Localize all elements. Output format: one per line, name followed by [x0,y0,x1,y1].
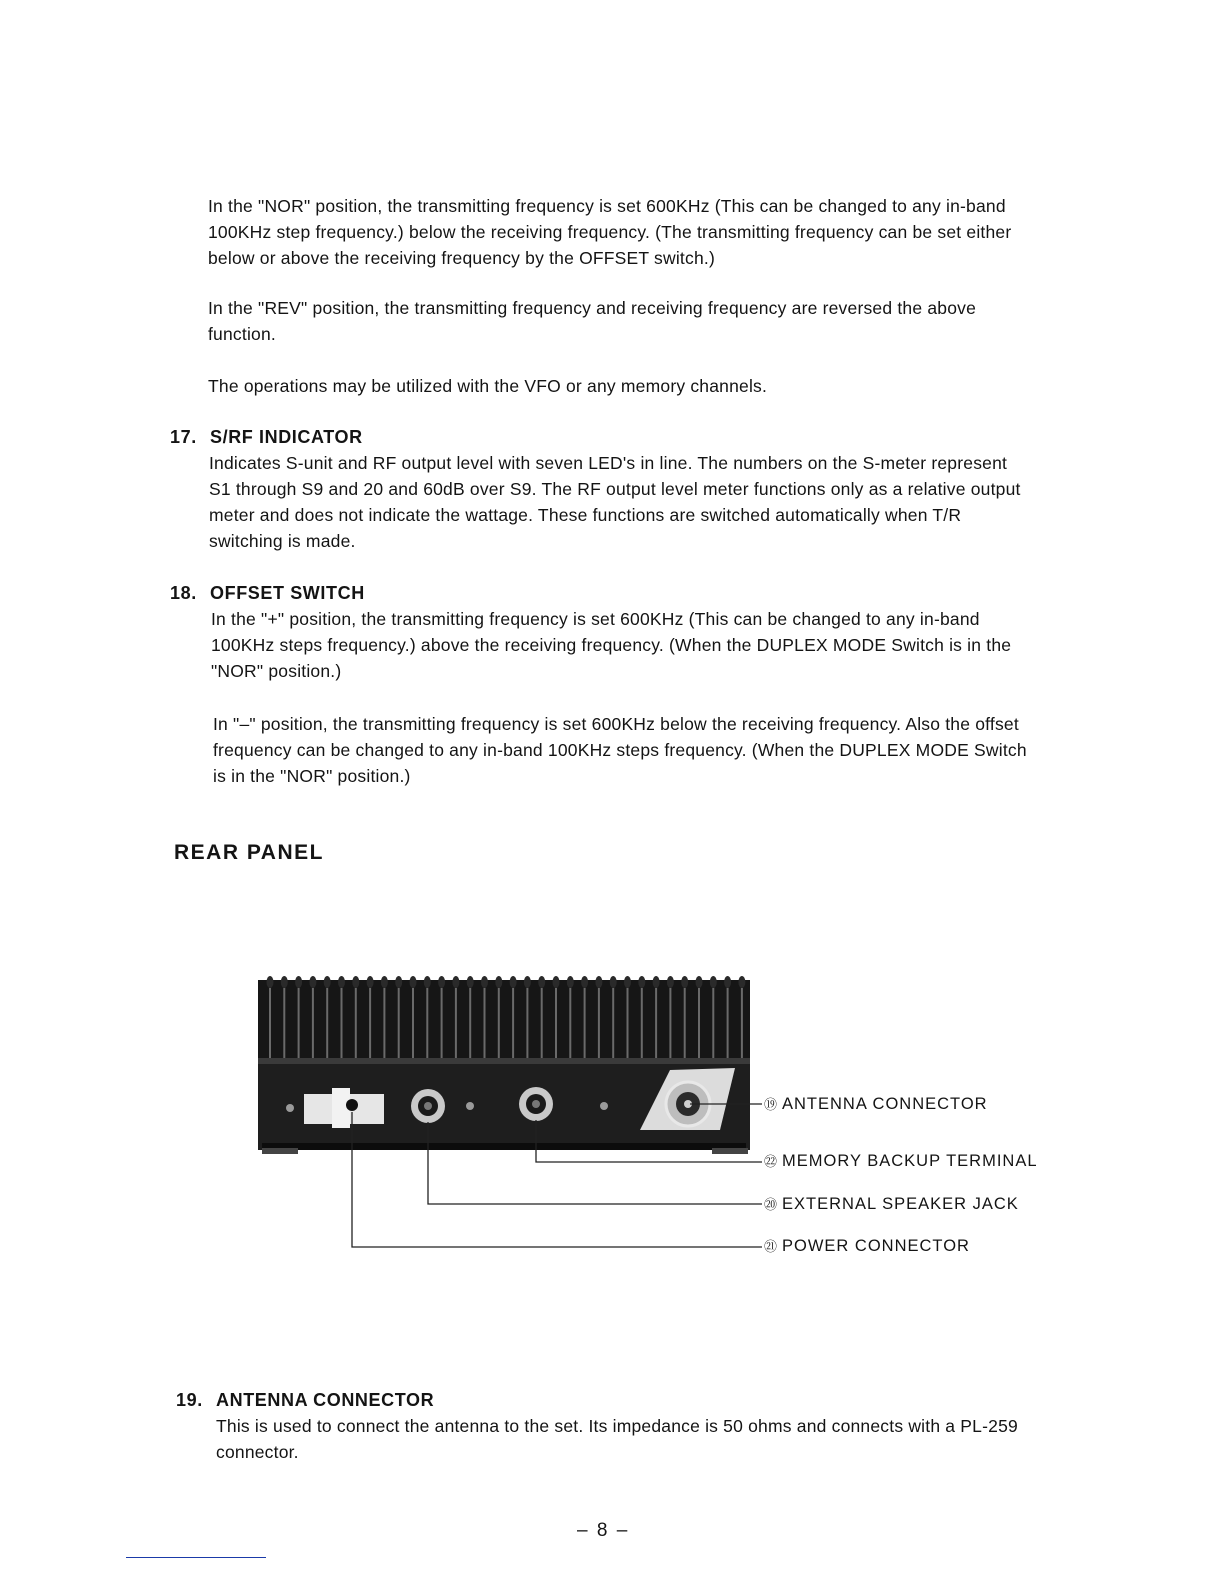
heatsink-fin-tip [481,976,488,988]
item-number: 19. [176,1390,203,1410]
heatsink-fin-tip [538,976,545,988]
heatsink-fin-tip [581,976,588,988]
item-17-paragraph: Indicates S-unit and RF output level with seven LED's in line. The numbers on the S-meter represent S1 through S9 and 20 and 60dB over S9. The RF output level meter functions only as a relative output meter and does not indicate the wattage. These functions are switched automatically when T/R switching is made. [209,453,1021,551]
callout-label: ANTENNA CONNECTOR [782,1095,988,1113]
heatsink-fin-tip [495,976,502,988]
item-number: 18. [170,583,197,603]
item-title: OFFSET SWITCH [210,583,365,603]
heatsink-fin-tip [595,976,602,988]
chassis-foot [712,1148,748,1154]
item-title: S/RF INDICATOR [210,427,363,447]
rear-panel-title: REAR PANEL [174,841,324,864]
heatsink-fin-tip [324,976,331,988]
chassis-foot [262,1148,298,1154]
heatsink-fin-tip [338,976,345,988]
heatsink-fin-tip [367,976,374,988]
memory-backup-jack [519,1087,553,1121]
callout-marker: ㉒ [764,1154,779,1169]
heatsink-fin-tip [524,976,531,988]
callout-power-connector [764,1236,970,1256]
intro-paragraph-rev: In the "REV" position, the transmitting frequency and receiving frequency are reversed the above function. [208,298,977,344]
heatsink-fin-tip [667,976,674,988]
heatsink-fin-tip [395,976,402,988]
page-number: – 8 – [577,1520,630,1541]
item-18-paragraph-minus: In "–" position, the transmitting frequency is set 600KHz below the receiving frequency. Also the offset frequency can be changed to any in-band 100KHz steps frequency. (When the DUPLEX MODE Switch is in the "NOR" position.) [213,714,1027,786]
heatsink-fin-tip [410,976,417,988]
heatsink-fin-tip [267,976,274,988]
power-connector-plug [304,1088,384,1128]
heatsink-fin-tip [309,976,316,988]
heatsink-fin-tip [610,976,617,988]
heatsink-fin-tip [553,976,560,988]
heatsink-fin-tip [381,976,388,988]
heatsink-fin-tip [452,976,459,988]
callout-marker: ⑲ [764,1097,779,1112]
heatsink-fin-tip [424,976,431,988]
callout-memory-backup-terminal [764,1151,1038,1171]
heatsink-fin-tip [624,976,631,988]
callout-marker: ㉑ [764,1239,779,1254]
heatsink-fin-tip [467,976,474,988]
heatsink-fin-tip [738,976,745,988]
item-19-heading [176,1390,434,1411]
heatsink-fin-tip [295,976,302,988]
callout-antenna-connector [764,1094,988,1114]
heatsink-fin-tip [710,976,717,988]
heatsink-fin-tip [352,976,359,988]
item-18-paragraph-plus: In the "+" position, the transmitting frequency is set 600KHz (This can be changed to any in-band 100KHz steps frequency.) above the receiving frequency. (When the DUPLEX MODE Switch is in the "NOR" position.) [211,609,1012,681]
item-19-paragraph: This is used to connect the antenna to the set. Its impedance is 50 ohms and connects with a PL-259 connector. [216,1416,1018,1462]
heatsink-fins [258,976,750,1060]
heatsink-fin-tip [567,976,574,988]
heatsink-fin-tip [510,976,517,988]
heatsink-fin-tip [724,976,731,988]
speaker-jack [411,1089,445,1123]
heatsink-fin-tip [681,976,688,988]
heatsink-fin-tip [696,976,703,988]
heatsink-fin-tip [281,976,288,988]
heatsink-fin-tip [638,976,645,988]
callout-label: POWER CONNECTOR [782,1237,970,1255]
intro-paragraph-nor: In the "NOR" position, the transmitting frequency is set 600KHz (This can be changed to any in-band 100KHz step frequency.) below the receiving frequency. (The transmitting frequency can be set either below or above the receiving frequency by the OFFSET switch.) [208,196,1012,268]
callout-marker: ⑳ [764,1197,779,1212]
callout-external-speaker-jack [764,1194,1019,1214]
item-number: 17. [170,427,197,447]
intro-paragraph-vfo: The operations may be utilized with the VFO or any memory channels. [208,376,768,396]
callout-label: MEMORY BACKUP TERMINAL [782,1152,1038,1170]
heatsink-fin-tip [653,976,660,988]
scan-edge-line [126,1557,266,1558]
item-title: ANTENNA CONNECTOR [216,1390,435,1410]
callout-label: EXTERNAL SPEAKER JACK [782,1195,1019,1213]
heatsink-fin-tip [438,976,445,988]
